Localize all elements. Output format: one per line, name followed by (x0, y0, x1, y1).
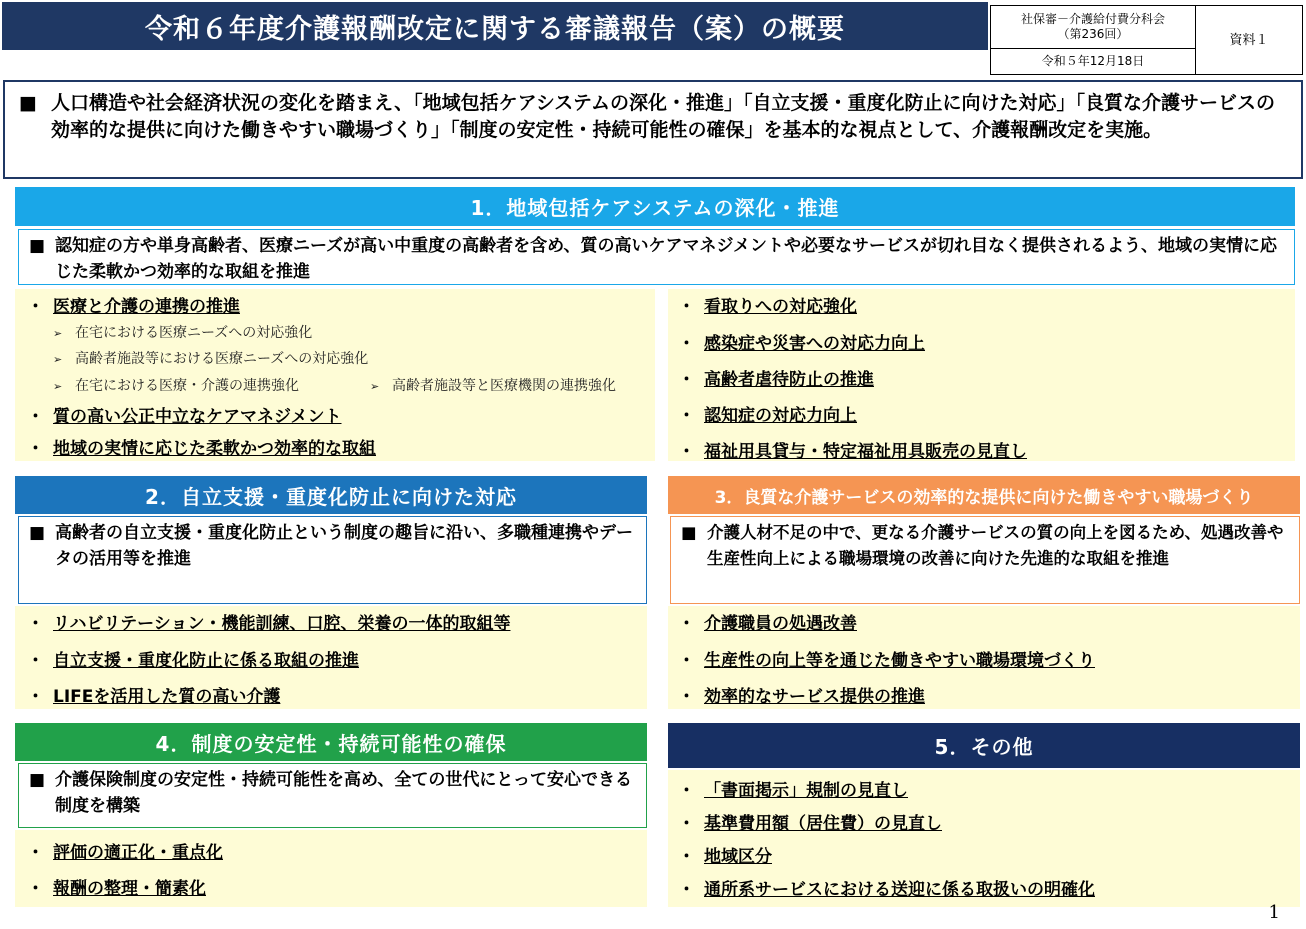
arrow-icon: ➢ (53, 380, 63, 393)
section-5-panel (668, 770, 1300, 907)
list-item: ・ 地域の実情に応じた柔軟かつ効率的な取組 (27, 439, 376, 459)
arrow-icon: ➢ (53, 327, 63, 340)
intro-text: 人口構造や社会経済状況の変化を踏まえ、「地域包括ケアシステムの深化・推進」「自立支援・重度化防止に向けた対応」「良質な介護サービスの効率的な提供に向けた働きやすい職場づくり」「制度の安定性・持続可能性の確保」を基本的な視点として、介護報酬改定を実施。 (51, 92, 1275, 141)
list-item: ・ 生産性の向上等を通じた働きやすい職場環境づくり (678, 651, 1095, 671)
page-number: 1 (1268, 902, 1280, 923)
sub-list-item: ➢ 高齢者施設等における医療ニーズへの対応強化 (53, 351, 369, 367)
section-3-summary (670, 516, 1300, 604)
intro-box (3, 80, 1303, 179)
square-bullet-icon: ■ (681, 523, 697, 542)
meeting-date: 令和５年12月18日 (990, 48, 1196, 75)
list-item: ・ 効率的なサービス提供の推進 (678, 687, 925, 707)
list-item: ・ 報酬の整理・簡素化 (27, 879, 206, 899)
section-3-header: 3．良質な介護サービスの効率的な提供に向けた働きやすい職場づくり (668, 476, 1300, 514)
section-1-summary-text: 認知症の方や単身高齢者、医療ニーズが高い中重度の高齢者を含め、質の高いケアマネジメントや必要なサービスが切れ目なく提供されるよう、地域の実情に応じた柔軟かつ効率的な取組を推進 (55, 236, 1277, 282)
list-item: ・ 介護職員の処遇改善 (678, 614, 857, 634)
list-item: ・ 感染症や災害への対応力向上 (678, 334, 925, 354)
list-item: ・ LIFEを活用した質の高い介護 (27, 687, 281, 707)
square-bullet-icon: ■ (29, 770, 46, 790)
list-item: ・ 地域区分 (678, 847, 772, 867)
committee-line1: 社保審－介護給付費分科会 (1020, 12, 1165, 26)
section-3-summary-text: 介護人材不足の中で、更なる介護サービスの質の向上を図るため、処遇改善や生産性向上による職場環境の改善に向けた先進的な取組を推進 (707, 523, 1284, 568)
section-4-summary (18, 763, 647, 828)
list-item: ・ 通所系サービスにおける送迎に係る取扱いの明確化 (678, 880, 1095, 900)
sub-list-item: ➢ 高齢者施設等と医療機関の連携強化 (370, 378, 616, 394)
arrow-icon: ➢ (53, 353, 63, 366)
list-item: ・ 基準費用額（居住費）の見直し (678, 814, 942, 834)
section-1-header: 1．地域包括ケアシステムの深化・推進 (15, 187, 1295, 226)
section-4-header: 4．制度の安定性・持続可能性の確保 (15, 723, 647, 761)
section-3-panel (668, 606, 1300, 709)
list-item: ・ 評価の適正化・重点化 (27, 843, 223, 863)
sub-list-item: ➢ 在宅における医療・介護の連携強化 (53, 378, 299, 394)
section-2-header: 2．自立支援・重度化防止に向けた対応 (15, 476, 647, 514)
section-1-right-panel (668, 289, 1295, 461)
list-item: ・ 福祉用具貸与・特定福祉用具販売の見直し (678, 442, 1027, 462)
list-item: ・ 自立支援・重度化防止に係る取組の推進 (27, 651, 359, 671)
sub-list-item: ➢ 在宅における医療ニーズへの対応強化 (53, 325, 313, 341)
committee-line2: （第236回） (1057, 27, 1129, 41)
list-item: ・ 「書面掲示」規制の見直し (678, 781, 908, 801)
square-bullet-icon: ■ (29, 523, 46, 543)
list-item: ・ 質の高い公正中立なケアマネジメント (27, 407, 342, 427)
section-2-summary-text: 高齢者の自立支援・重度化防止という制度の趣旨に沿い、多職種連携やデータの活用等を推進 (55, 523, 633, 569)
section-2-panel (15, 606, 647, 709)
document-label: 資料１ (1195, 5, 1303, 75)
list-item: ・ 認知症の対応力向上 (678, 406, 857, 426)
page-title: 令和６年度介護報酬改定に関する審議報告（案）の概要 (2, 2, 988, 50)
section-2-summary (18, 516, 647, 604)
square-bullet-icon: ■ (29, 236, 46, 256)
list-item: ・ 看取りへの対応強化 (678, 297, 857, 317)
section-5-header: 5．その他 (668, 723, 1300, 768)
list-item: ・ 高齢者虐待防止の推進 (678, 370, 874, 390)
section-4-summary-text: 介護保険制度の安定性・持続可能性を高め、全ての世代にとって安心できる制度を構築 (55, 770, 632, 816)
list-item: ・ リハビリテーション・機能訓練、口腔、栄養の一体的取組等 (27, 614, 511, 634)
square-bullet-icon: ■ (19, 92, 37, 114)
section-4-panel (15, 830, 647, 907)
arrow-icon: ➢ (370, 380, 380, 393)
section-1-left-panel (15, 289, 655, 461)
section-1-summary (18, 229, 1295, 285)
list-item: ・ 医療と介護の連携の推進 (27, 297, 240, 317)
committee-label (990, 5, 1196, 49)
